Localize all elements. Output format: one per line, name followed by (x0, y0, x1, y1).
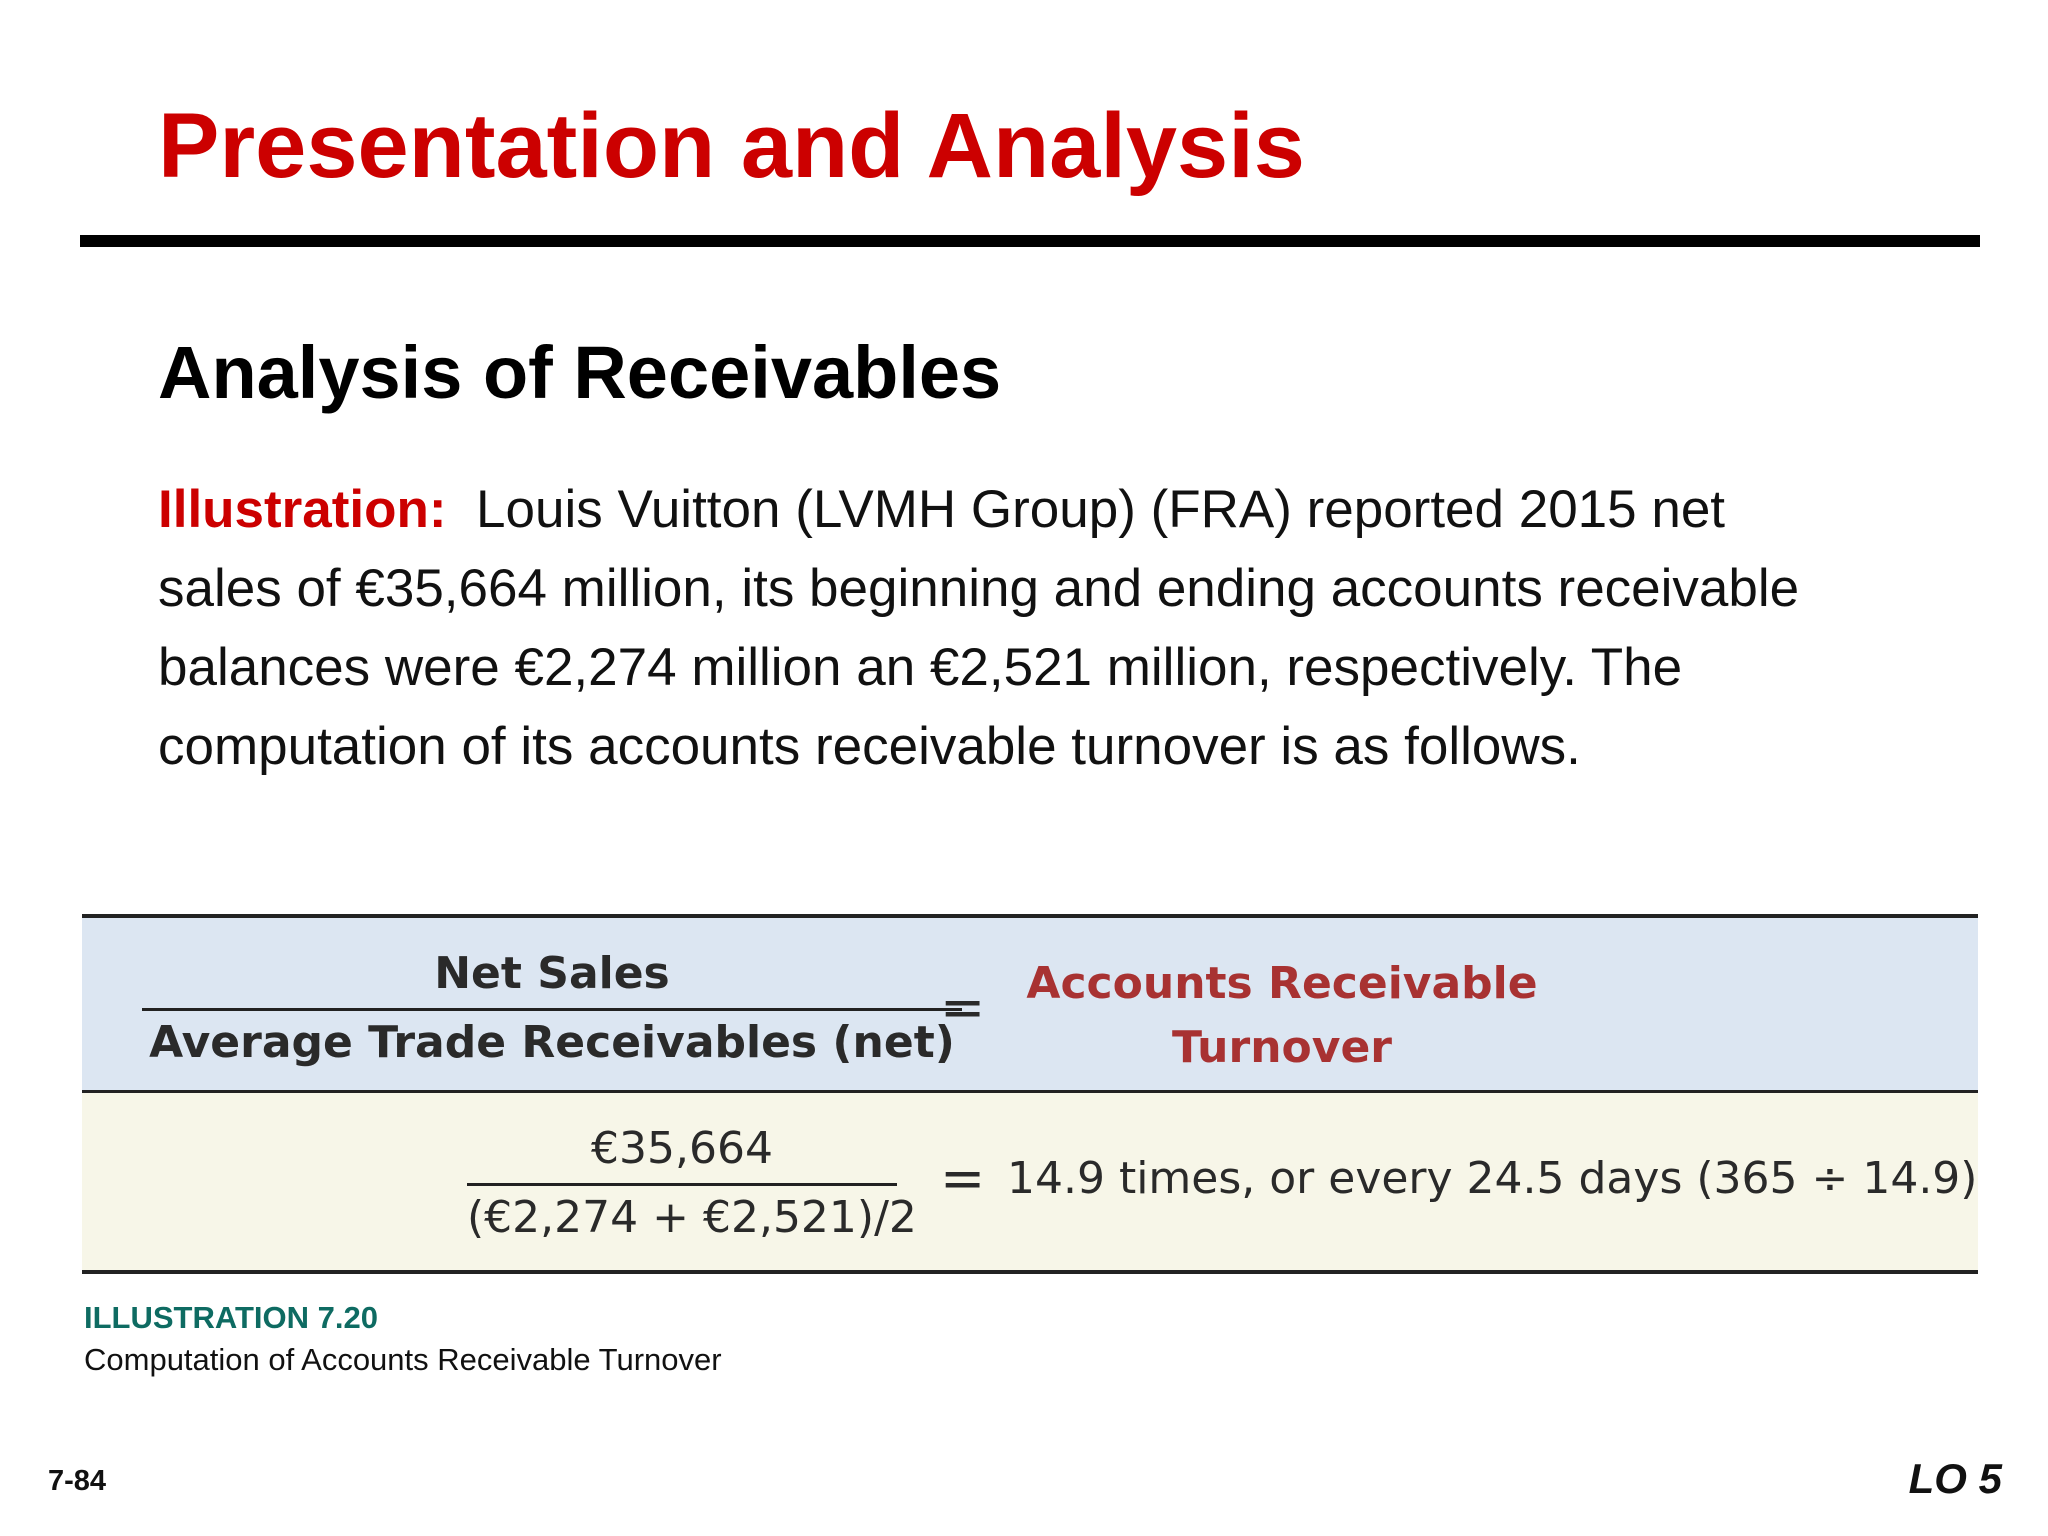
formula-row (82, 914, 1978, 1093)
slide-title: Presentation and Analysis (158, 95, 1305, 197)
computation-fraction (467, 1123, 917, 1244)
fraction-bar (142, 1008, 962, 1011)
formula-numerator: Net Sales (434, 948, 670, 999)
computation-answer: 14.9 times, or every 24.5 days (365 ÷ 14.9) (1007, 1153, 1978, 1204)
formula-equals-sign: = (940, 976, 986, 1039)
body-paragraph (158, 470, 1858, 786)
formula-fraction (142, 948, 962, 1069)
computation-row (82, 1093, 1978, 1274)
formula-result-line1: Accounts Receivable (1026, 958, 1538, 1009)
formula-result (1017, 952, 1547, 1080)
illustration-lead-label: Illustration: (158, 480, 447, 539)
section-heading: Analysis of Receivables (158, 331, 1002, 414)
title-divider (80, 235, 1980, 247)
formula-result-line2: Turnover (1172, 1022, 1392, 1073)
formula-denominator: Average Trade Receivables (net) (149, 1017, 955, 1068)
learning-objective: LO 5 (1908, 1455, 2002, 1502)
fraction-bar (467, 1183, 897, 1186)
slide-number: 7-84 (48, 1465, 107, 1497)
computation-denominator: (€2,274 + €2,521)/2 (467, 1192, 917, 1243)
computation-equals-sign: = (940, 1147, 986, 1210)
illustration-caption-text: Computation of Accounts Receivable Turnover (84, 1342, 722, 1377)
computation-numerator: €35,664 (591, 1123, 773, 1174)
turnover-illustration (82, 914, 1978, 1274)
body-text: Louis Vuitton (LVMH Group) (FRA) reported 2015 net sales of €35,664 million, its beginning and ending accounts receivable balances were €2,274 million an €2,521 million, respectively. The computation of its accounts receivable turnover is as follows. (158, 480, 1800, 776)
illustration-caption-label: ILLUSTRATION 7.20 (84, 1300, 378, 1335)
